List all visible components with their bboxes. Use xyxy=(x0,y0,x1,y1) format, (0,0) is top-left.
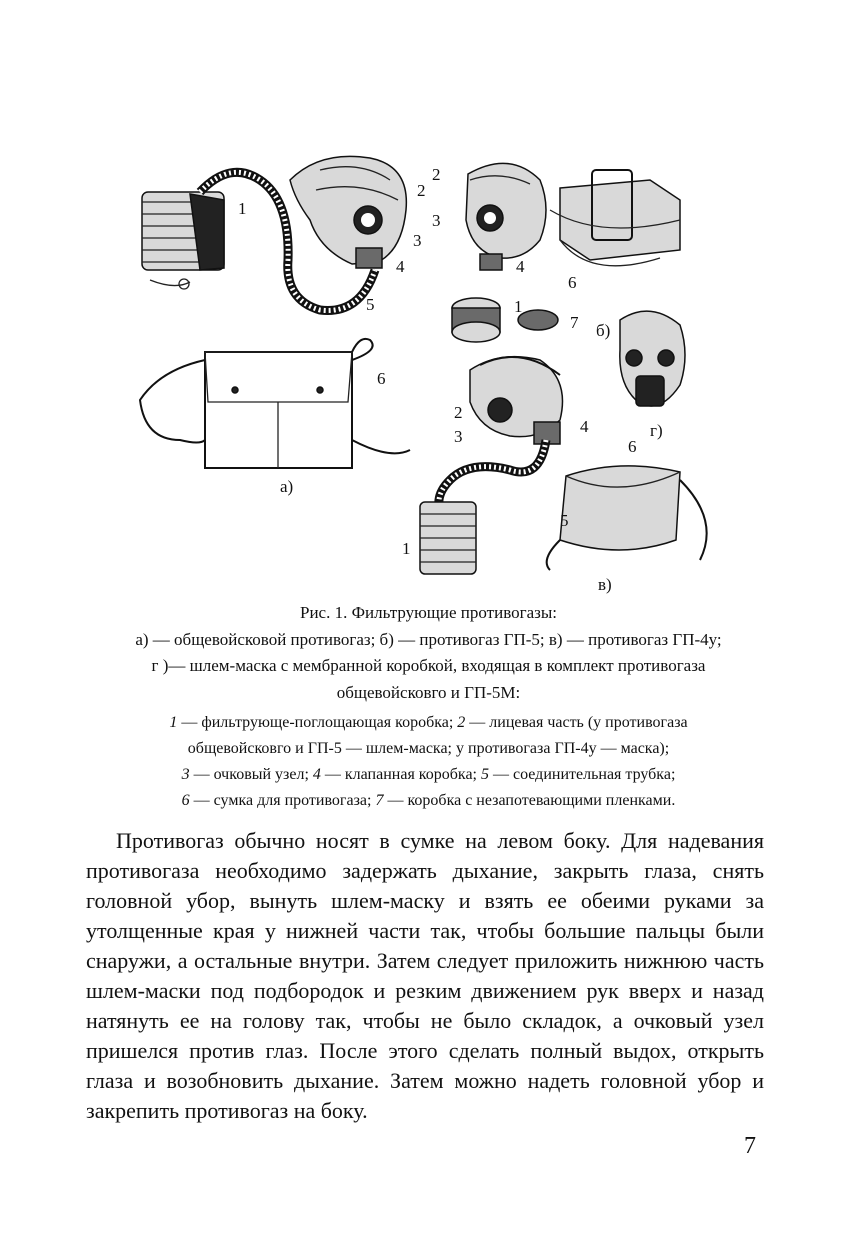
legend-text-3: — очковый узел; xyxy=(189,766,313,783)
legend-num-6: 6 xyxy=(181,792,190,809)
bag-v xyxy=(547,466,707,570)
legend-text-7: — коробка с незапотевающими пленками. xyxy=(383,792,676,809)
label-2-v: 2 xyxy=(454,403,463,422)
mask-v xyxy=(470,357,563,444)
caption-line-2: г )— шлем-маска с мембранной коробкой, входящая в комплект противогаза xyxy=(151,656,706,675)
filter-b xyxy=(452,298,500,342)
canister-v xyxy=(420,502,476,574)
label-5-a: 5 xyxy=(366,295,375,314)
label-1-v: 1 xyxy=(402,539,411,558)
mask-g xyxy=(620,311,685,406)
label-3-b: 3 xyxy=(432,211,441,230)
bag-a xyxy=(140,339,410,468)
body-text xyxy=(86,826,764,1126)
bag-b xyxy=(550,170,680,266)
canister-a xyxy=(142,192,224,289)
caption-line-3: общевойсковго и ГП-5М: xyxy=(336,683,521,702)
legend-text-2: — лицевая часть (у противогаза xyxy=(465,714,688,731)
legend-num-3: 3 xyxy=(181,766,190,783)
legend-num-5: 5 xyxy=(480,766,489,783)
label-6-v: 6 xyxy=(628,437,637,456)
label-6-b: 6 xyxy=(568,273,577,292)
body-paragraph: Противогаз обычно носят в сумке на левом боку. Для надевания противогаза необходимо задержать дыхание, закрыть глаза, снять головной убор, вынуть шлем-маску и взять ее обеими руками за утолщенные края у нижней части так, чтобы большие пальцы были снаружи, а остальные внутри. Затем следует приложить нижнюю часть шлем-маски под подбородок и резким движением рук вверх и назад натянуть ее на голову так, чтобы не было складок, а очковый узел пришелся против глаз. После этого сделать полный выдох, открыть глаза и возобновить дыхание. Затем можно надеть головной убор и закрепить противогаз на боку. xyxy=(86,828,764,1123)
legend-num-7: 7 xyxy=(375,792,384,809)
label-a: а) xyxy=(280,477,294,496)
film-box xyxy=(518,310,558,330)
label-1-a: 1 xyxy=(238,199,247,218)
label-4-a: 4 xyxy=(396,257,405,276)
label-7-b: 7 xyxy=(570,313,579,332)
label-3-a: 3 xyxy=(413,231,422,250)
legend-text-4: — клапанная коробка; xyxy=(320,766,481,783)
label-2-a: 2 xyxy=(417,181,426,200)
label-g: г) xyxy=(650,421,663,440)
legend-line-1 xyxy=(40,710,817,736)
legend-text-2-cont: общевойсковго и ГП-5 — шлем-маска; у противогаза ГП-4у — маска); xyxy=(187,740,670,757)
label-4-v: 4 xyxy=(580,417,589,436)
legend-text-5: — соединительная трубка; xyxy=(488,766,676,783)
legend-num-1: 1 xyxy=(169,714,178,731)
label-b: б) xyxy=(596,321,611,340)
label-1-b: 1 xyxy=(514,297,523,316)
legend-num-4: 4 xyxy=(312,766,321,783)
caption-title: Рис. 1. Фильтрующие противогазы: xyxy=(299,603,557,622)
legend-num-2: 2 xyxy=(457,714,466,731)
page-number: 7 xyxy=(744,1133,756,1159)
legend-line-2 xyxy=(40,736,817,762)
label-2-b: 2 xyxy=(432,165,441,184)
label-3-v: 3 xyxy=(454,427,463,446)
helmet-mask-b xyxy=(466,163,546,270)
label-5-v: 5 xyxy=(560,511,569,530)
legend-line-3 xyxy=(40,762,817,788)
caption-line-1: а) — общевойсковой противогаз; б) — противогаз ГП-5; в) — противогаз ГП-4у; xyxy=(135,630,722,649)
legend-text-6: — сумка для противогаза; xyxy=(189,792,376,809)
label-4-b: 4 xyxy=(516,257,525,276)
legend-line-4 xyxy=(40,788,817,814)
label-6-a: 6 xyxy=(377,369,386,388)
label-v: в) xyxy=(598,575,612,594)
gas-mask-illustration xyxy=(120,140,720,600)
helmet-mask-a xyxy=(290,156,406,268)
legend-text-1: — фильтрующе-поглощающая коробка; xyxy=(177,714,458,731)
